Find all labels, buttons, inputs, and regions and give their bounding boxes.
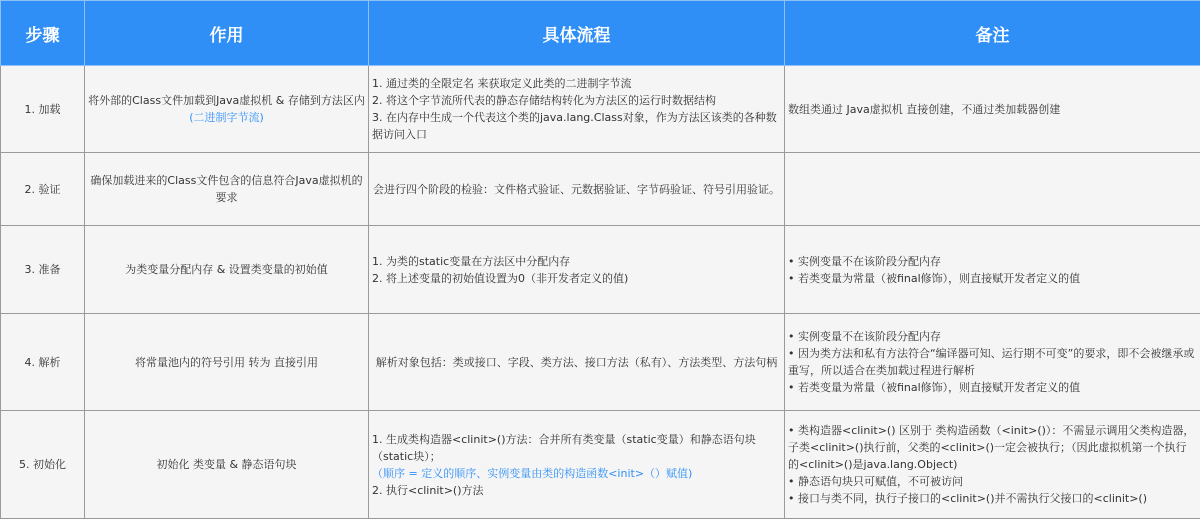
- remark-line: • 接口与类不同，执行子接口的<clinit>()并不需执行父接口的<clinit>(): [788, 492, 1148, 505]
- step-cell: [1, 411, 85, 519]
- process-line: 2. 将上述变量的初始值设置为0（非开发者定义的值): [372, 271, 629, 285]
- process-line: 1. 生成类构造器<clinit>()方法：合并所有类变量（static变量）和静态语句块（static块）；: [372, 432, 756, 463]
- purpose-text: 为类变量分配内存 & 设置类变量的初始值: [125, 263, 328, 276]
- process-line: 1. 通过类的全限定名 来获取定义此类的二进制字节流: [372, 77, 632, 90]
- table-row: [1, 411, 1200, 519]
- remark-cell: [785, 314, 1200, 411]
- process-line: 会进行四个阶段的检验：文件格式验证、元数据验证、字节码验证、符号引用验证。: [373, 182, 780, 196]
- purpose-cell: [85, 66, 369, 153]
- purpose-text: 初始化 类变量 & 静态语句块: [156, 458, 297, 471]
- header-purpose: 作用: [85, 1, 369, 66]
- process-line: 2. 执行<clinit>()方法: [372, 483, 484, 497]
- process-line: 1. 为类的static变量在方法区中分配内存: [372, 254, 571, 268]
- header-process: 具体流程: [369, 1, 785, 66]
- remark-line: • 静态语句块只可赋值，不可被访问: [788, 475, 963, 488]
- table-row: [1, 314, 1200, 411]
- step-label: 4. 解析: [24, 355, 61, 369]
- purpose-text: 确保加载进来的Class文件包含的信息符合Java虚拟机的要求: [90, 174, 363, 204]
- remark-line: 数组类通过 Java虚拟机 直接创建，不通过类加载器创建: [788, 102, 1061, 116]
- step-cell: [1, 66, 85, 153]
- process-cell: [369, 411, 785, 519]
- step-cell: [1, 314, 85, 411]
- table-row: [1, 153, 1200, 226]
- step-cell: [1, 153, 85, 226]
- step-cell: [1, 226, 85, 314]
- step-label: 2. 验证: [24, 182, 61, 196]
- table-row: [1, 226, 1200, 314]
- process-cell: [369, 153, 785, 226]
- remark-line: • 若类变量为常量（被final修饰），则直接赋开发者定义的值: [788, 271, 1081, 285]
- header-remark: 备注: [785, 1, 1200, 66]
- purpose-cell: [85, 411, 369, 519]
- process-line: 2. 将这个字节流所代表的静态存储结构转化为方法区的运行时数据结构: [372, 94, 716, 107]
- step-label: 1. 加载: [24, 102, 61, 116]
- remark-line: • 实例变量不在该阶段分配内存: [788, 330, 941, 343]
- process-cell: [369, 314, 785, 411]
- purpose-cell: [85, 226, 369, 314]
- purpose-note: (二进制字节流): [189, 111, 264, 124]
- remark-line: • 因为类方法和私有方法符合“编译器可知、运行期不可变”的要求，即不会被继承或重写，所以适合在类加载过程进行解析: [788, 347, 1195, 377]
- process-note: （顺序 = 定义的顺序、实例变量由类的构造函数<init>（）赋值): [372, 466, 693, 480]
- header-row: [1, 1, 1200, 66]
- header-step: 步骤: [1, 1, 85, 66]
- table-row: [1, 66, 1200, 153]
- remark-cell: [785, 226, 1200, 314]
- remark-line: • 类构造器<clinit>() 区别于 类构造函数（<init>()）：不需显示调用父类构造器，子类<clinit>()执行前，父类的<clinit>()一定会被执行；（因此虚拟机第一个执行的<clinit>()是java.lang.Object): [788, 424, 1195, 471]
- remark-line: • 实例变量不在该阶段分配内存: [788, 254, 941, 268]
- remark-cell: [785, 66, 1200, 153]
- remark-cell: [785, 153, 1200, 226]
- process-cell: [369, 226, 785, 314]
- step-label: 3. 准备: [24, 263, 61, 276]
- remark-cell: [785, 411, 1200, 519]
- step-label: 5. 初始化: [19, 458, 66, 471]
- process-line: 解析对象包括：类或接口、字段、类方法、接口方法（私有）、方法类型、方法句柄: [375, 355, 778, 369]
- remark-line: • 若类变量为常量（被final修饰），则直接赋开发者定义的值: [788, 381, 1081, 394]
- purpose-cell: [85, 153, 369, 226]
- process-line: 3. 在内存中生成一个代表这个类的java.lang.Class对象，作为方法区该类的各种数据访问入口: [372, 111, 777, 141]
- purpose-text: 将常量池内的符号引用 转为 直接引用: [135, 355, 318, 369]
- process-cell: [369, 66, 785, 153]
- purpose-cell: [85, 314, 369, 411]
- purpose-text: 将外部的Class文件加载到Java虚拟机 & 存储到方法区内: [88, 94, 365, 107]
